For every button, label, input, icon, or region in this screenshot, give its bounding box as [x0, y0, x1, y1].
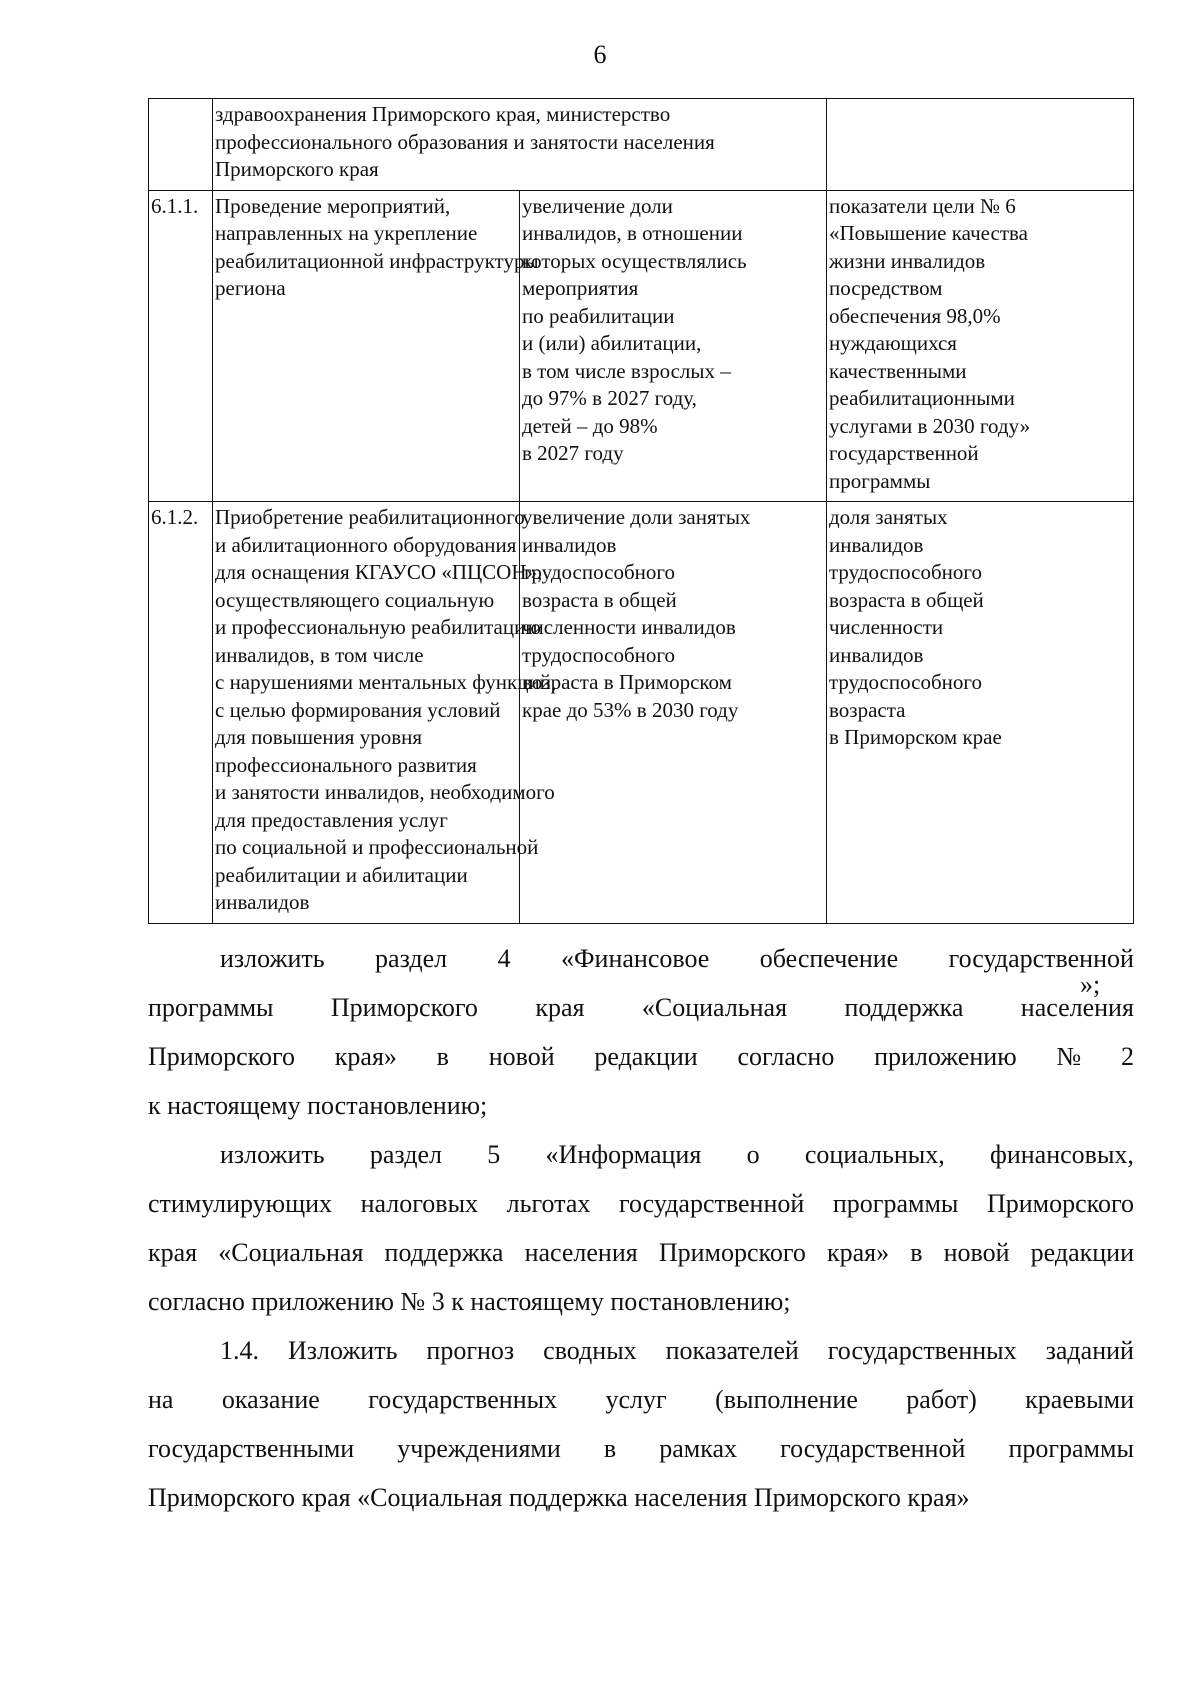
text-line: возраста в общей [522, 587, 677, 612]
word: в [910, 1238, 923, 1267]
word: оказание [221, 1385, 320, 1414]
text-line: с целью формирования условий [215, 697, 501, 722]
text-line: численности инвалидов [522, 615, 736, 639]
text-line: и профессиональную реабилитацию [215, 615, 541, 639]
paragraph-line: согласно приложению № 3 к настоящему постановлению; [148, 1287, 791, 1316]
word: финансовых, [990, 1140, 1134, 1169]
text-line: реабилитационной инфраструктуры [215, 248, 539, 273]
text-line: качественными [829, 358, 967, 383]
word: на [148, 1385, 174, 1414]
word: государственной [948, 944, 1134, 973]
word: программы [832, 1189, 959, 1218]
word: налоговых [360, 1189, 479, 1218]
word: Приморского [330, 993, 478, 1022]
word: приложению [874, 1042, 1017, 1071]
text-line: инвалидов [829, 532, 924, 557]
text-line: для предоставления услуг [215, 807, 448, 832]
word: 2 [1120, 1042, 1134, 1071]
word: поддержка [844, 993, 964, 1022]
word: раздел [369, 1140, 442, 1169]
cell-number: 6.1.2. [149, 502, 213, 924]
word: края [535, 993, 585, 1022]
text-line: трудоспособного [829, 560, 982, 584]
text-line: Проведение мероприятий, [215, 193, 451, 218]
text-line: направленных на укрепление [215, 221, 478, 245]
word: Изложить [287, 1336, 398, 1365]
table-row-continuation [149, 99, 1134, 191]
text-line: жизни инвалидов [829, 248, 986, 273]
word: изложить [220, 944, 325, 973]
word: рамках [659, 1434, 737, 1463]
word: государственной [780, 1434, 966, 1463]
paragraph-section-4 [148, 934, 1134, 1130]
text-line: Приобретение реабилитационного [215, 505, 525, 529]
text-line: профессионального образования и занятости населения [215, 129, 715, 154]
cell-empty [827, 99, 1134, 191]
word: Приморского [148, 1042, 296, 1071]
text-line: посредством [829, 276, 943, 300]
cell-number [149, 99, 213, 191]
text-line: по социальной и профессиональной [215, 835, 539, 859]
text-line: увеличение доли занятых [522, 505, 751, 529]
cell-result [520, 502, 827, 924]
word: раздел [375, 944, 448, 973]
closing-quote: »; [1080, 970, 1101, 999]
text-line: в 2027 году [522, 441, 624, 465]
word: заданий [1045, 1336, 1134, 1365]
paragraph-line: Приморского края «Социальная поддержка населения Приморского края» [148, 1483, 970, 1512]
word: края» [334, 1042, 397, 1071]
word: стимулирующих [148, 1189, 333, 1218]
word: государственной [618, 1189, 805, 1218]
text-line: в том числе взрослых – [522, 358, 731, 383]
word: 4 [497, 944, 511, 973]
word: 5 [487, 1140, 501, 1169]
word: редакции [594, 1042, 698, 1071]
paragraph-line [148, 1424, 1134, 1473]
word: 1.4. [220, 1336, 259, 1365]
word: государственных [368, 1385, 558, 1414]
cell-indicator [827, 190, 1134, 502]
cell-event [213, 502, 557, 924]
text-line: для повышения уровня [215, 725, 423, 749]
word: сводных [543, 1336, 637, 1365]
text-line: и абилитационного оборудования [215, 532, 517, 557]
word: о [746, 1140, 760, 1169]
text-line: для оснащения КГАУСО «ПЦСОН», [215, 560, 543, 584]
text-line: показатели цели № 6 [829, 193, 1016, 218]
word: редакции [1030, 1238, 1134, 1267]
text-line: инвалидов, в отношении [522, 221, 743, 245]
text-line: возраста в общей [829, 587, 984, 612]
text-line: трудоспособного [522, 560, 675, 584]
text-line: региона [215, 276, 286, 300]
word: государственных [827, 1336, 1017, 1365]
paragraph-line [148, 1228, 1134, 1277]
text-line: крае до 53% в 2030 году [522, 697, 739, 722]
measures-table [148, 98, 1134, 924]
text-line: доля занятых [829, 505, 948, 529]
text-line: инвалидов [829, 642, 924, 667]
text-line: мероприятия [522, 276, 639, 300]
word: в [436, 1042, 449, 1071]
word: новой [943, 1238, 1010, 1267]
word: «Социальная [218, 1238, 364, 1267]
table-row [149, 502, 1134, 924]
word: программы [148, 993, 274, 1022]
text-line: инвалидов, в том числе [215, 642, 424, 667]
word: учреждениями [397, 1434, 561, 1463]
text-line: детей – до 98% [522, 413, 658, 438]
word: государственными [148, 1434, 355, 1463]
text-line: Приморского края [215, 157, 379, 181]
text-line: по реабилитации [522, 303, 675, 328]
text-line: государственной [829, 441, 979, 465]
word: поддержка [384, 1238, 504, 1267]
paragraph-line [148, 1179, 1134, 1228]
paragraph-line [148, 1130, 1134, 1179]
text-line: которых осуществлялись [522, 248, 747, 273]
paragraph-line: к настоящему постановлению; [148, 1091, 488, 1120]
word: льготах [506, 1189, 591, 1218]
cell-result [520, 190, 827, 502]
text-line: реабилитационными [829, 386, 1015, 410]
word: показателей [665, 1336, 799, 1365]
word: Приморского [658, 1238, 806, 1267]
text-line: профессионального развития [215, 752, 477, 777]
word: «Финансовое [561, 944, 710, 973]
word: услуг [605, 1385, 667, 1414]
text-line: трудоспособного [522, 642, 675, 667]
word: новой [488, 1042, 555, 1071]
paragraph-line [148, 1326, 1134, 1375]
page-number: 6 [593, 40, 607, 69]
paragraph-line [148, 934, 1134, 983]
cell-continuation [213, 99, 827, 191]
paragraph-line [148, 983, 1134, 1032]
text-line: здравоохранения Приморского края, министерство [215, 102, 671, 126]
text-line: и (или) абилитации, [522, 331, 702, 355]
word: краевыми [1025, 1385, 1134, 1414]
word: (выполнение [715, 1385, 858, 1414]
word: «Информация [545, 1140, 702, 1169]
text-line: трудоспособного [829, 670, 982, 694]
cell-number: 6.1.1. [149, 190, 213, 502]
text-line: программы [829, 468, 931, 493]
paragraph-line [148, 1375, 1134, 1424]
text-line: возраста в Приморском [522, 670, 732, 694]
word: «Социальная [641, 993, 788, 1022]
text-line: и занятости инвалидов, необходимого [215, 780, 555, 804]
paragraph-line [148, 1032, 1134, 1081]
text-line: инвалидов [522, 532, 617, 557]
word: обеспечение [759, 944, 899, 973]
text-line: реабилитации и абилитации [215, 862, 468, 887]
word: социальных, [804, 1140, 945, 1169]
word: программы [1008, 1434, 1134, 1463]
word: прогноз [426, 1336, 515, 1365]
text-line: в Приморском крае [829, 725, 1002, 749]
text-line: инвалидов [215, 890, 310, 914]
table-row [149, 190, 1134, 502]
word: края [148, 1238, 198, 1267]
text-line: нуждающихся [829, 331, 957, 355]
text-line: осуществляющего социальную [215, 587, 495, 612]
word: края» [826, 1238, 890, 1267]
text-line: с нарушениями ментальных функций, [215, 670, 557, 694]
text-line: обеспечения 98,0% [829, 303, 1001, 328]
text-line: численности [829, 615, 944, 639]
text-line: до 97% в 2027 году, [522, 386, 697, 410]
text-line: возраста [829, 697, 906, 722]
word: населения [1020, 993, 1134, 1022]
paragraph-section-5 [148, 1130, 1134, 1326]
cell-event [213, 190, 539, 502]
text-line: увеличение доли [522, 193, 673, 218]
cell-indicator [827, 502, 1134, 924]
text-line: «Повышение качества [829, 221, 1028, 245]
paragraph-1-4 [148, 1326, 1134, 1522]
word: населения [524, 1238, 638, 1267]
word: в [603, 1434, 617, 1463]
word: согласно [737, 1042, 835, 1071]
word: № [1056, 1042, 1082, 1071]
text-line: услугами в 2030 году» [829, 413, 1031, 438]
word: Приморского [986, 1189, 1134, 1218]
word: работ) [906, 1385, 977, 1414]
word: изложить [220, 1140, 325, 1169]
